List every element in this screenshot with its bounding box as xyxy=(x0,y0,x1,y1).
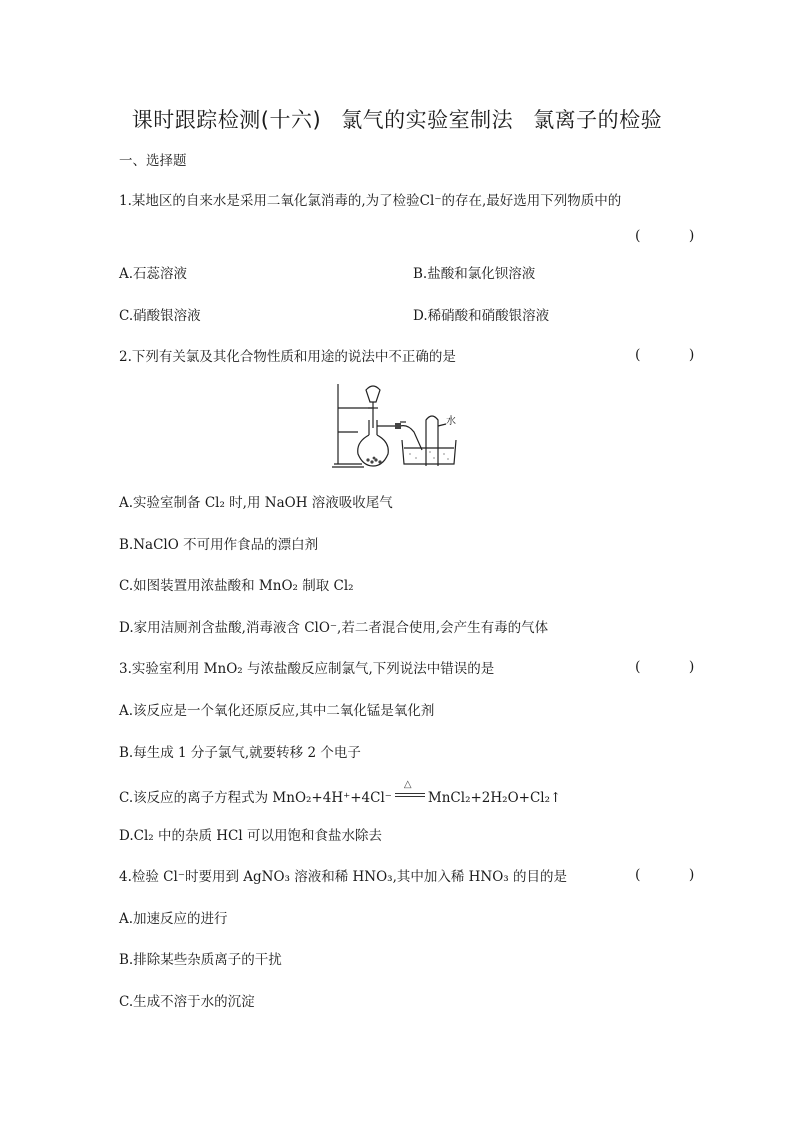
question-1-option-b: B.盐酸和氯化钡溶液 xyxy=(413,266,536,282)
question-1-option-d: D.稀硝酸和硝酸银溶液 xyxy=(413,308,550,324)
question-4-stem: 4.检验 Cl⁻时要用到 AgNO₃ 溶液和稀 HNO₃,其中加入稀 HNO₃ 的目的是 xyxy=(119,869,568,885)
question-1-option-a: A.石蕊溶液 xyxy=(119,266,188,282)
question-1-answer-paren: ( ) xyxy=(635,228,717,244)
page-title xyxy=(0,104,794,134)
heat-triangle-icon: △ xyxy=(403,779,412,790)
equation-left-side: C.该反应的离子方程式为 MnO₂+4H⁺+4Cl⁻ xyxy=(119,790,392,806)
question-1-option-c: C.硝酸银溶液 xyxy=(119,308,201,324)
question-4-option-c: C.生成不溶于水的沉淀 xyxy=(119,994,255,1010)
section-heading: 一、选择题 xyxy=(119,153,187,169)
question-3-option-a: A.该反应是一个氧化还原反应,其中二氧化锰是氧化剂 xyxy=(119,703,435,719)
question-3-option-b: B.每生成 1 分子氯气,就要转移 2 个电子 xyxy=(119,745,361,761)
question-2-option-b: B.NaClO 不可用作食品的漂白剂 xyxy=(119,537,319,553)
question-3-option-d: D.Cl₂ 中的杂质 HCl 可以用饱和食盐水除去 xyxy=(119,828,382,844)
question-4-option-b: B.排除某些杂质离子的干扰 xyxy=(119,952,282,968)
question-3-option-c xyxy=(119,779,562,808)
question-2-answer-paren: ( ) xyxy=(635,347,717,363)
question-2-option-a: A.实验室制备 Cl₂ 时,用 NaOH 溶液吸收尾气 xyxy=(119,495,393,511)
equation-right-side: MnCl₂+2H₂O+Cl₂↑ xyxy=(427,790,562,806)
title-part-2: 氯气的实验室制法 xyxy=(341,108,514,132)
heating-condition-arrow xyxy=(395,779,425,803)
question-4-answer-paren: ( ) xyxy=(635,867,717,883)
title-part-1: 课时跟踪检测(十六) xyxy=(131,108,322,132)
question-1-stem: 1.某地区的自来水是采用二氧化氯消毒的,为了检验Cl⁻的存在,最好选用下列物质中的 xyxy=(119,193,622,209)
title-part-3: 氯离子的检验 xyxy=(533,108,663,132)
question-2-option-d: D.家用洁厕剂含盐酸,消毒液含 ClO⁻,若二者混合使用,会产生有毒的气体 xyxy=(119,620,549,636)
question-3-stem: 3.实验室利用 MnO₂ 与浓盐酸反应制氯气,下列说法中错误的是 xyxy=(119,661,495,677)
question-3-answer-paren: ( ) xyxy=(635,659,717,675)
chlorine-apparatus-figure xyxy=(330,380,460,472)
question-2-option-c: C.如图装置用浓盐酸和 MnO₂ 制取 Cl₂ xyxy=(119,578,354,594)
figure-label-water: 水 xyxy=(446,416,456,427)
question-2-stem: 2.下列有关氯及其化合物性质和用途的说法中不正确的是 xyxy=(119,349,456,365)
question-4-option-a: A.加速反应的进行 xyxy=(119,911,228,927)
